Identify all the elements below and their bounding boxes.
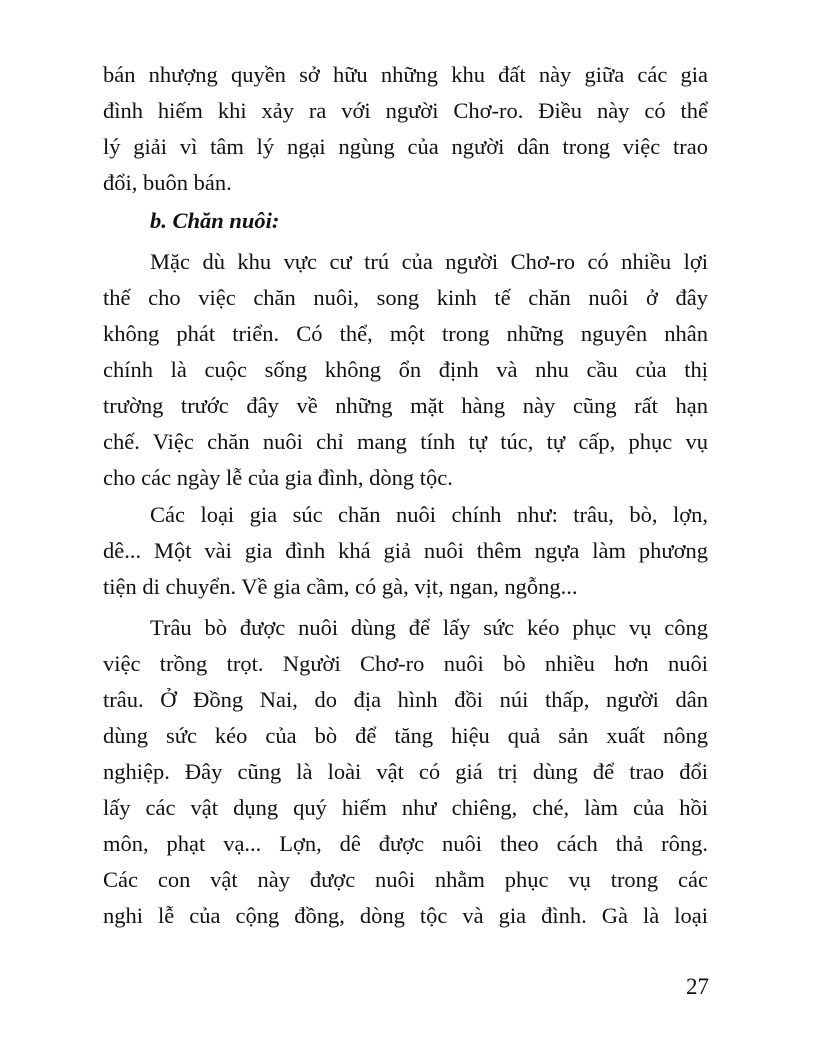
section-heading: b. Chăn nuôi:	[150, 208, 280, 233]
text-line: nghi lễ của cộng đồng, dòng tộc và gia đình. Gà là loại	[103, 903, 708, 928]
text-line: lý giải vì tâm lý ngại ngùng của người dân trong việc trao	[103, 134, 708, 159]
text-line: tiện di chuyển. Về gia cầm, có gà, vịt, ngan, ngỗng...	[103, 574, 578, 599]
text-line: Các con vật này được nuôi nhằm phục vụ trong các	[103, 867, 708, 892]
text-line: trường trước đây về những mặt hàng này cũng rất hạn	[103, 393, 708, 418]
text-line: chính là cuộc sống không ổn định và nhu cầu của thị	[103, 357, 708, 382]
text-line: cho các ngày lễ của gia đình, dòng tộc.	[103, 465, 453, 490]
text-line: trâu. Ở Đồng Nai, do địa hình đồi núi thấp, người dân	[103, 687, 708, 712]
text-line: Trâu bò được nuôi dùng để lấy sức kéo phục vụ công	[150, 615, 708, 640]
text-line: Mặc dù khu vực cư trú của người Chơ-ro có nhiều lợi	[150, 249, 708, 274]
text-line: thế cho việc chăn nuôi, song kinh tế chăn nuôi ở đây	[103, 285, 708, 310]
text-line: lấy các vật dụng quý hiếm như chiêng, ché, làm của hồi	[103, 795, 708, 820]
text-line: chế. Việc chăn nuôi chỉ mang tính tự túc, tự cấp, phục vụ	[103, 429, 708, 454]
page-number: 27	[686, 974, 709, 999]
text-line: dê... Một vài gia đình khá giả nuôi thêm ngựa làm phương	[103, 538, 708, 563]
text-line: nghiệp. Đây cũng là loài vật có giá trị dùng để trao đổi	[103, 759, 708, 784]
text-line: không phát triển. Có thể, một trong những nguyên nhân	[103, 321, 708, 346]
text-line: việc trồng trọt. Người Chơ-ro nuôi bò nhiều hơn nuôi	[103, 651, 708, 676]
text-line: bán nhượng quyền sở hữu những khu đất này giữa các gia	[103, 62, 708, 87]
text-line: môn, phạt vạ... Lợn, dê được nuôi theo cách thả rông.	[103, 831, 708, 856]
text-line: Các loại gia súc chăn nuôi chính như: trâu, bò, lợn,	[150, 502, 708, 527]
text-line: đình hiếm khi xảy ra với người Chơ-ro. Điều này có thể	[103, 98, 708, 123]
text-line: dùng sức kéo của bò để tăng hiệu quả sản xuất nông	[103, 723, 708, 748]
text-line: đổi, buôn bán.	[103, 170, 232, 195]
